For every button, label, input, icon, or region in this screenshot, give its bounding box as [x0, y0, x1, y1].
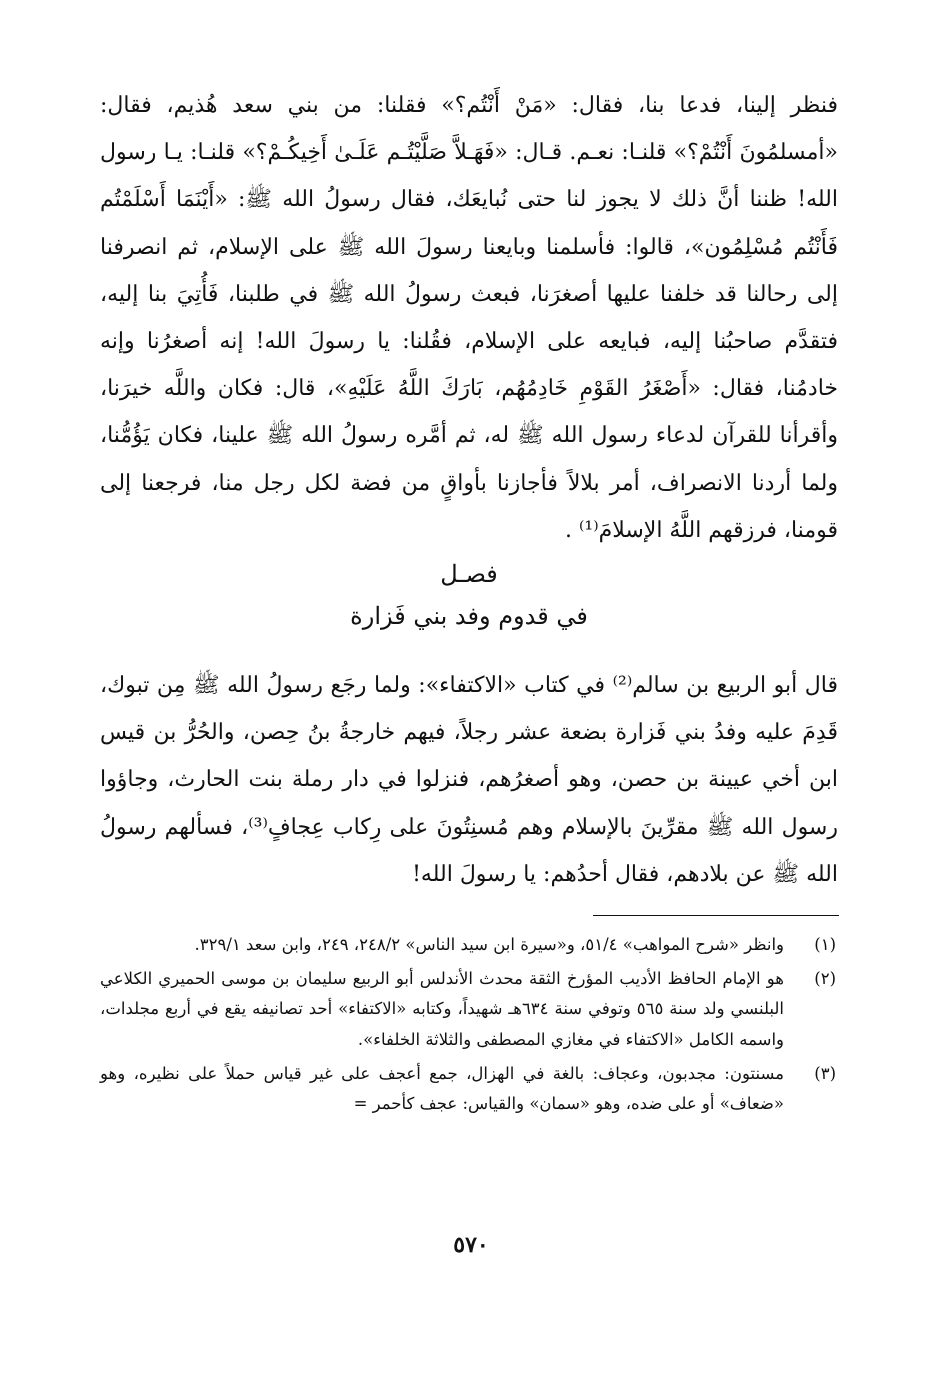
- footnote-divider: [593, 915, 839, 916]
- footnote-number: (٣): [814, 1063, 836, 1083]
- footnote-3: [100, 1059, 838, 1119]
- footnote-2: [100, 964, 838, 1055]
- footnote-text: هو الإمام الحافظ الأديب المؤرخ الثقة محدث الأندلس أبو الربيع سليمان بن موسى الحميري الكلاعي البلنسي ولد سنة ٥٦٥ وتوفي سنة ٦٣٤هـ شهيداً، وكتابه «الاكتفاء» أحد تصانيفه يقع في أربع مجلدات، واسمه الكامل «الاكتفاء في مغازي المصطفى والثلاثة الخلفاء».: [100, 969, 784, 1049]
- footnote-text: مسنتون: مجدبون، وعجاف: بالغة في الهزال، جمع أعجف على غير قياس حملاً على نظيره، وهو «ضعاف» أو على ضده، وهو «سمان» والقياس: عجف كأحمر =: [100, 1063, 784, 1114]
- footnote-number: (٢): [814, 969, 836, 989]
- page-number: ٥٧٠: [453, 1232, 489, 1258]
- section-heading: فصـل: [440, 560, 498, 588]
- footnote-number: (١): [814, 935, 836, 954]
- body-paragraph-2: قال أبو الربيع بن سالم⁽²⁾ في كتاب «الاكتفاء»: ولما رجَع رسولُ الله ﷺ مِن تبوك، قَدِمَ عليه وفدُ بني فَزارة بضعة عشر رجلاً، فيهم خارجةُ بنُ حِصن، والحُرُّ بن قيس ابن أخي عيينة بن حصن، وهو أصغرُهم، فنزلوا في دار رملة بنت الحارث، وجاؤوا رسول الله ﷺ مقرِّينَ بالإسلام وهم مُسنِتُونَ على رِكاب عِجافٍ⁽³⁾، فسألهم رسولُ الله ﷺ عن بلادهم، فقال أحدُهم: يا رسولَ الله!: [100, 673, 838, 887]
- footnote-1: [100, 930, 838, 960]
- footnote-text: وانظر «شرح المواهب» ٥١/٤، و«سيرة ابن سيد الناس» ٢٤٨/٢، ٢٤٩، وابن سعد ٣٢٩/١.: [194, 935, 784, 954]
- footnotes-section: [100, 930, 838, 1123]
- section-subheading: في قدوم وفد بني فَزارة: [350, 602, 588, 630]
- body-paragraph-1: فنظر إلينا، فدعا بنا، فقال: «مَنْ أَنْتُم؟» فقلنا: من بني سعد هُذيم، فقال: «أمسلمُونَ أَنْتُمْ؟» قلنـا: نعـم. قـال: «فَهَـلاَّ صَلَّيْتُـم عَلَـىٰ أَخِيكُـمْ؟» قلنـا: يـا رسول الله! ظننا أنَّ ذلك لا يجوز لنا حتى نُبايعَك، فقال رسولُ الله ﷺ: «أَيْنَمَا أَسْلَمْتُم فَأَنْتُم مُسْلِمُون»، قالوا: فأسلمنا وبايعنا رسولَ الله ﷺ على الإسلام، ثم انصرفنا إلى رحالنا قد خلفنا عليها أصغرَنا، فبعث رسولُ الله ﷺ في طلبنا، فَأُتِيَ بنا إليه، فتقدَّم صاحبُنا إليه، فبايعه على الإسلام، فقُلنا: يا رسولَ الله! إنه أصغرُنا وإنه خادمُنا، فقال: «أَصْغَرُ القَوْمِ خَادِمُهُم، بَارَكَ اللَّهُ عَلَيْهِ»، قال: فكان واللَّه خيرَنا، وأقرأنا للقرآن لدعاء رسول الله ﷺ له، ثم أمَّره رسولُ الله ﷺ علينا، فكان يَؤُمُّنا، ولما أردنا الانصراف، أمر بلالاً فأجازنا بأواقٍ من فضة لكل رجل منا، فرجعنا إلى قومنا، فرزقهم اللَّهُ الإسلامَ⁽¹⁾ .: [100, 93, 838, 543]
